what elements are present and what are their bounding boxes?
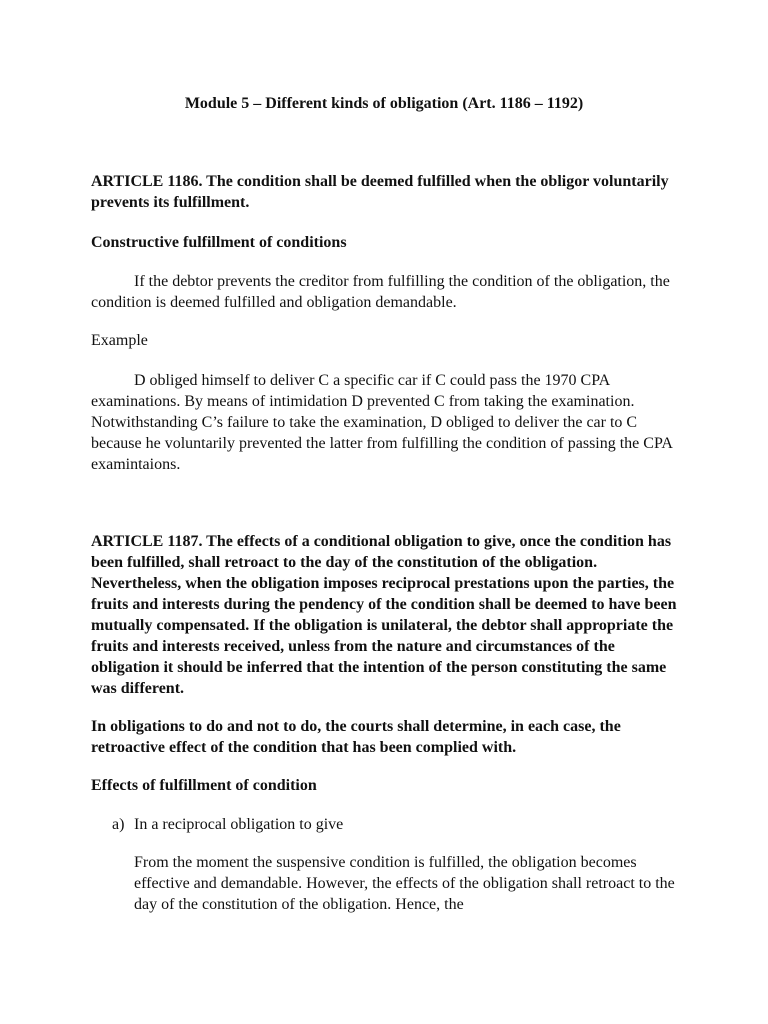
article-1186-text: ARTICLE 1186. The condition shall be deemed fulfilled when the obligor voluntarily prevents its fulfillment.	[91, 173, 669, 211]
list-item-reciprocal-obligation: In a reciprocal obligation to give	[134, 816, 344, 833]
heading-effects-of-fulfillment: Effects of fulfillment of condition	[91, 777, 317, 794]
page-title: Module 5 – Different kinds of obligation (Art. 1186 – 1192)	[184, 95, 584, 112]
paragraph-reciprocal-obligation: From the moment the suspensive condition is fulfilled, the obligation becomes effective and demandable. However, the effects of the obligation shall retroact to the day of the constitution of the obligation. Hence, the	[134, 854, 675, 913]
example-label: Example	[91, 332, 148, 349]
example-paragraph: D obliged himself to deliver C a specific car if C could pass the 1970 CPA examinations. By means of intimidation D prevented C from taking the examination. Notwithstanding C’s failure to take the examination, D obliged to deliver the car to C because he voluntarily prevented the latter from fulfilling the condition of passing the CPA examintaions.	[91, 372, 673, 473]
article-1187-paragraph-2: In obligations to do and not to do, the courts shall determine, in each case, the retroactive effect of the condition that has been complied with.	[91, 718, 621, 756]
article-1187-paragraph-1: ARTICLE 1187. The effects of a conditional obligation to give, once the condition has been fulfilled, shall retroact to the day of the constitution of the obligation. Nevertheless, when the obligation imposes reciprocal prestations upon the parties, the fruits and interests during the pendency of the condition shall be deemed to have been mutually compensated. If the obligation is unilateral, the debtor shall appropriate the fruits and interests received, unless from the nature and circumstances of the obligation it should be inferred that the intention of the person constituting the same was different.	[91, 533, 677, 697]
paragraph-constructive-fulfillment: If the debtor prevents the creditor from fulfilling the condition of the obligation, the condition is deemed fulfilled and obligation demandable.	[91, 273, 670, 311]
heading-constructive-fulfillment: Constructive fulfillment of conditions	[91, 234, 347, 251]
list-item-marker-a: a)	[112, 816, 125, 833]
